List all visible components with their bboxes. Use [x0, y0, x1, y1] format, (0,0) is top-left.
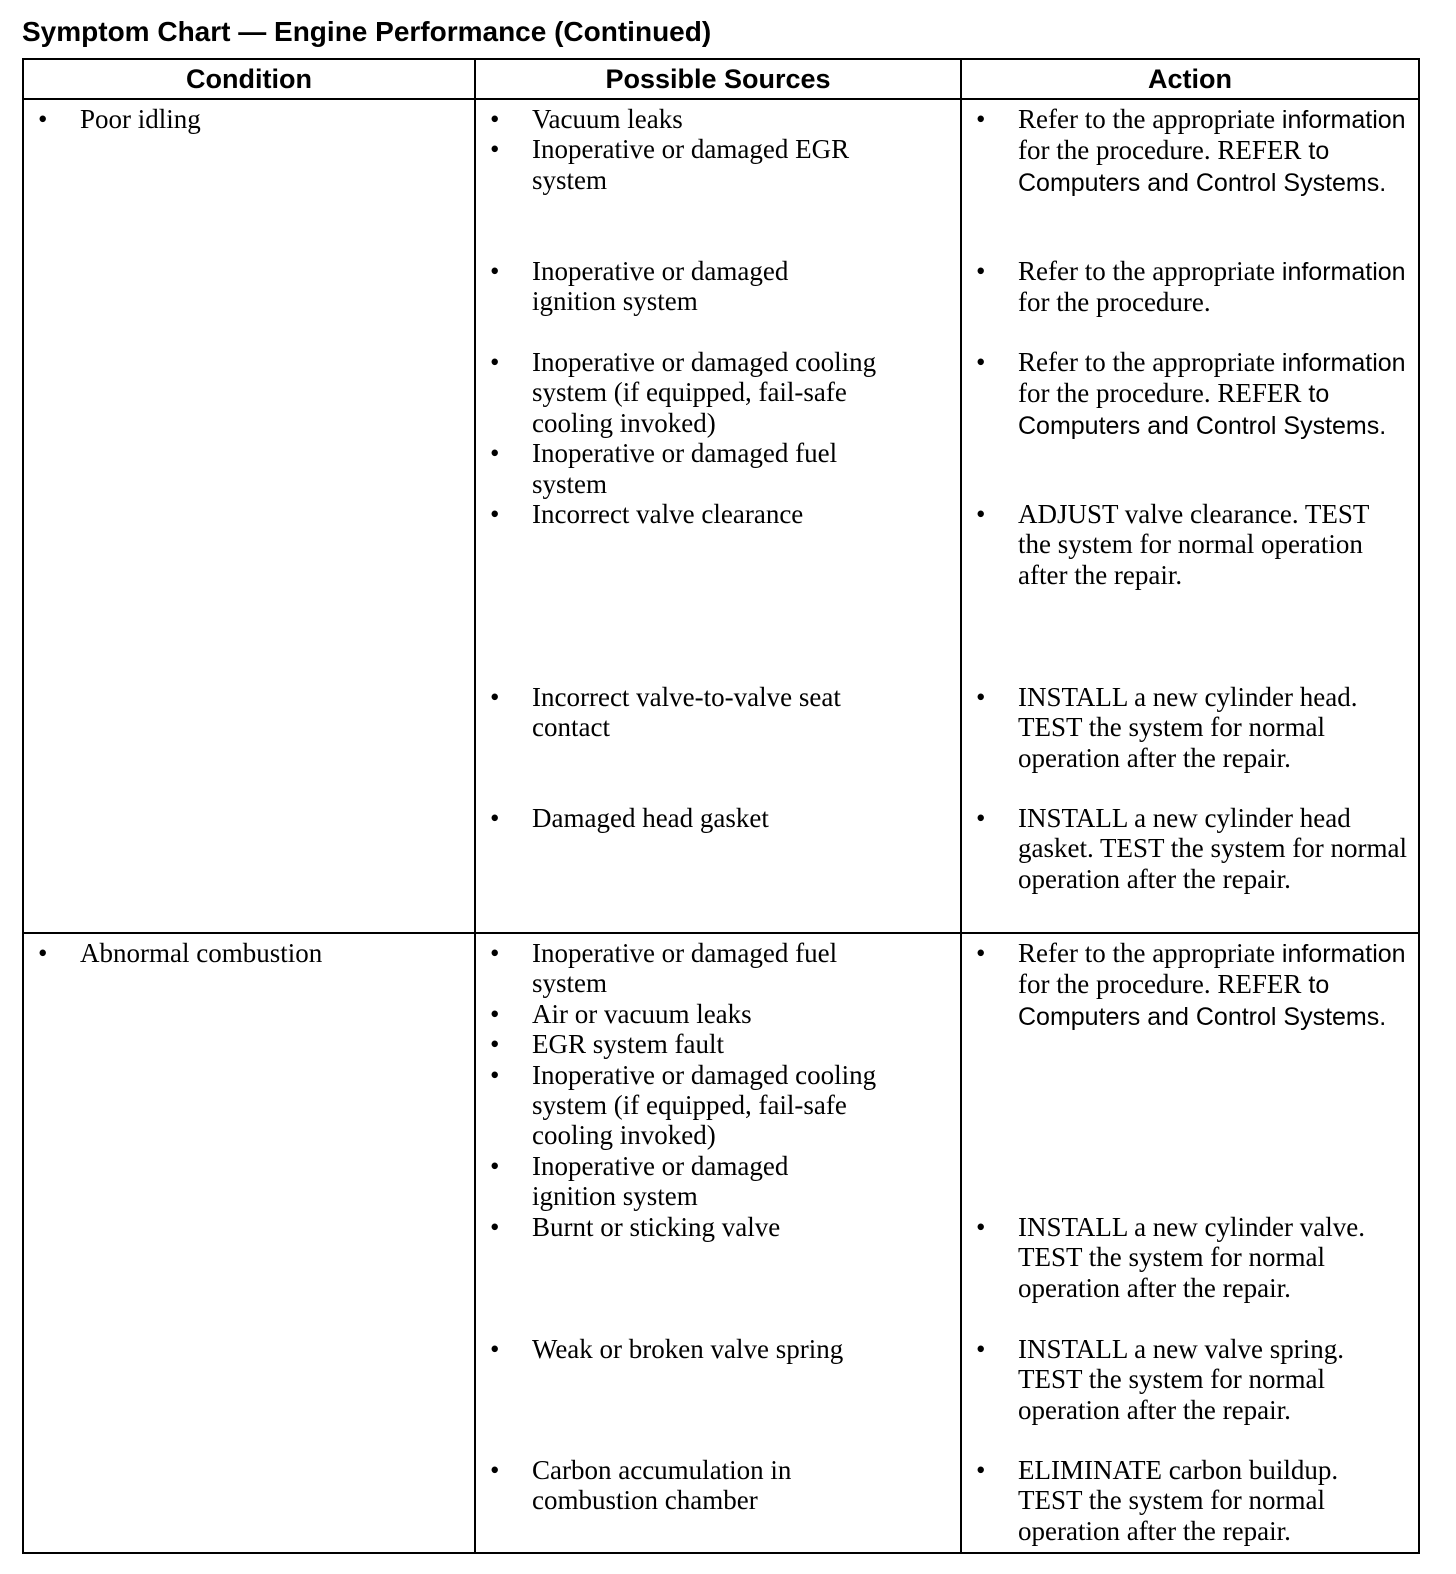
condition-header: Condition	[23, 59, 475, 99]
sources-cell	[475, 99, 961, 933]
action-cell	[961, 99, 1419, 933]
action-item: • ELIMINATE carbon buildup. TEST the system for normal operation after the repair.	[972, 1455, 1408, 1546]
action-text: for the procedure.	[1018, 287, 1211, 318]
source-item: • Inoperative or damaged cooling system (if equipped, fail-safe cooling invoked)	[486, 347, 950, 438]
symptom-chart-table	[22, 58, 1420, 1554]
action-refer: REFER	[1217, 378, 1302, 409]
source-item: • Burnt or sticking valve	[486, 1212, 950, 1242]
table-row	[23, 99, 1419, 933]
action-text: information	[1281, 940, 1406, 968]
action-text: Refer to the appropriate	[1018, 347, 1276, 377]
action-refer: REFER	[1217, 135, 1302, 166]
condition-item: • Abnormal combustion	[34, 938, 464, 968]
table-row	[23, 933, 1419, 1553]
action-refer: to Computers and Control Systems.	[1018, 380, 1387, 440]
source-item: • Inoperative or damaged EGR system	[486, 134, 950, 195]
condition-cell	[23, 99, 475, 933]
action-text: information	[1281, 106, 1406, 134]
action-refer: REFER	[1217, 969, 1302, 1000]
source-item: • Air or vacuum leaks	[486, 999, 950, 1029]
source-item: • Inoperative or damaged ignition system	[486, 256, 950, 317]
condition-item: • Poor idling	[34, 104, 464, 134]
source-item: • Damaged head gasket	[486, 803, 950, 833]
action-item: • INSTALL a new valve spring. TEST the system for normal operation after the repair.	[972, 1334, 1408, 1425]
source-item: • Inoperative or damaged cooling system (if equipped, fail-safe cooling invoked)	[486, 1060, 950, 1151]
action-item	[972, 938, 1408, 1032]
action-item	[972, 256, 1408, 318]
action-item	[972, 104, 1408, 198]
source-item: • Inoperative or damaged ignition system	[486, 1151, 950, 1212]
action-text: Refer to the appropriate	[1018, 938, 1276, 968]
action-item	[972, 347, 1408, 441]
source-item: • Vacuum leaks	[486, 104, 950, 134]
action-refer: to Computers and Control Systems.	[1018, 971, 1387, 1031]
source-item: • Incorrect valve-to-valve seat contact	[486, 682, 950, 743]
possible-sources-header: Possible Sources	[475, 59, 961, 99]
action-item: • INSTALL a new cylinder head gasket. TEST the system for normal operation after the repair.	[972, 803, 1408, 894]
action-text: Refer to the appropriate	[1018, 104, 1276, 134]
action-text: information	[1281, 258, 1406, 286]
condition-cell	[23, 933, 475, 1553]
action-item: • ADJUST valve clearance. TEST the system for normal operation after the repair.	[972, 499, 1408, 590]
source-item: • EGR system fault	[486, 1029, 950, 1059]
source-item: • Carbon accumulation in combustion chamber	[486, 1455, 950, 1516]
action-header: Action	[961, 59, 1419, 99]
action-refer: to Computers and Control Systems.	[1018, 137, 1387, 197]
source-item: • Inoperative or damaged fuel system	[486, 438, 950, 499]
action-text: Refer to the appropriate	[1018, 256, 1276, 286]
source-item: • Incorrect valve clearance	[486, 499, 950, 529]
source-item: • Weak or broken valve spring	[486, 1334, 950, 1364]
action-text: information	[1281, 349, 1406, 377]
source-item: • Inoperative or damaged fuel system	[486, 938, 950, 999]
action-text: for the procedure.	[1018, 969, 1211, 1000]
action-cell	[961, 933, 1419, 1553]
table-header-row	[23, 59, 1419, 99]
sources-cell	[475, 933, 961, 1553]
page-title: Symptom Chart — Engine Performance (Continued)	[22, 16, 712, 47]
action-item: • INSTALL a new cylinder head. TEST the system for normal operation after the repair.	[972, 682, 1408, 773]
action-text: for the procedure.	[1018, 135, 1211, 166]
action-text: for the procedure.	[1018, 378, 1211, 409]
action-item: • INSTALL a new cylinder valve. TEST the system for normal operation after the repair.	[972, 1212, 1408, 1303]
